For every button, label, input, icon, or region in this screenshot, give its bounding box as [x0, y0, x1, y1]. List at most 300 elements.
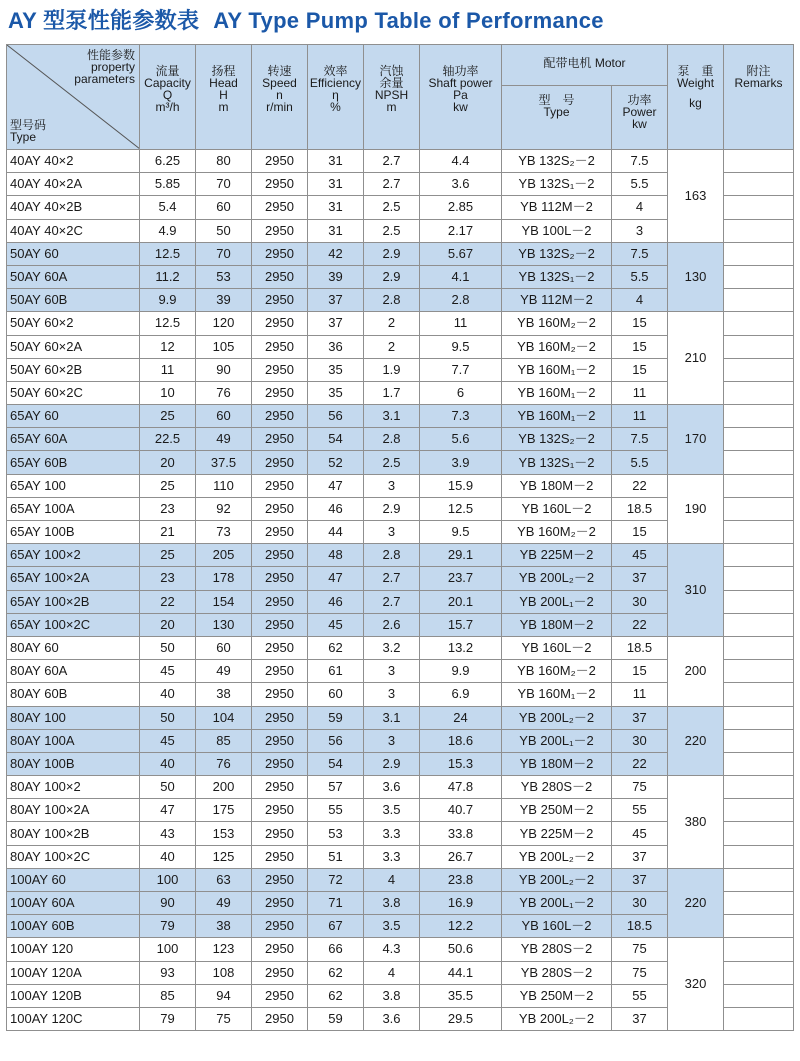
shaft-power-cell: 12.2	[420, 915, 502, 938]
pump-type-cell: 100AY 60	[7, 868, 140, 891]
motor-power-cell: 75	[612, 938, 668, 961]
table-row	[7, 150, 794, 173]
motor-type-cell: YB 112M－2	[502, 196, 612, 219]
weight-cell: 310	[668, 544, 724, 637]
shaft-power-cell: 5.6	[420, 428, 502, 451]
motor-type-cell: YB 132S₂－2	[502, 150, 612, 173]
motor-power-cell: 15	[612, 521, 668, 544]
motor-type-cell: YB 160M₂－2	[502, 335, 612, 358]
capacity-cell: 50	[140, 776, 196, 799]
shaft-power-cell: 12.5	[420, 497, 502, 520]
motor-power-cell: 75	[612, 776, 668, 799]
capacity-cell: 90	[140, 892, 196, 915]
remarks-cell	[724, 312, 794, 335]
pump-type-cell: 100AY 120C	[7, 1007, 140, 1030]
pump-type-cell: 50AY 60B	[7, 289, 140, 312]
capacity-cell: 12.5	[140, 312, 196, 335]
pump-type-cell: 80AY 100×2	[7, 776, 140, 799]
capacity-cell: 20	[140, 613, 196, 636]
remarks-cell	[724, 242, 794, 265]
speed-cell: 2950	[252, 381, 308, 404]
remarks-cell	[724, 845, 794, 868]
motor-type-cell: YB 160M₁－2	[502, 358, 612, 381]
motor-power-cell: 15	[612, 358, 668, 381]
capacity-cell: 93	[140, 961, 196, 984]
motor-type-cell: YB 100L－2	[502, 219, 612, 242]
remarks-cell	[724, 544, 794, 567]
motor-power-cell: 3	[612, 219, 668, 242]
npsh-cell: 3.6	[364, 1007, 420, 1030]
remarks-cell	[724, 776, 794, 799]
pump-type-cell: 80AY 100×2A	[7, 799, 140, 822]
head-cell: 110	[196, 474, 252, 497]
weight-cell: 320	[668, 938, 724, 1031]
speed-cell: 2950	[252, 1007, 308, 1030]
head-cell: 90	[196, 358, 252, 381]
speed-cell: 2950	[252, 265, 308, 288]
motor-type-cell: YB 180M－2	[502, 613, 612, 636]
weight-cell: 210	[668, 312, 724, 405]
pump-type-cell: 40AY 40×2B	[7, 196, 140, 219]
weight-cell: 130	[668, 242, 724, 312]
npsh-cell: 2.5	[364, 219, 420, 242]
shaft-power-cell: 9.5	[420, 335, 502, 358]
shaft-power-cell: 26.7	[420, 845, 502, 868]
pump-type-cell: 100AY 120A	[7, 961, 140, 984]
efficiency-cell: 37	[308, 312, 364, 335]
motor-type-cell: YB 132S₂－2	[502, 428, 612, 451]
npsh-cell: 3	[364, 660, 420, 683]
head-cell: 60	[196, 196, 252, 219]
speed-cell: 2950	[252, 938, 308, 961]
remarks-cell	[724, 474, 794, 497]
capacity-cell: 20	[140, 451, 196, 474]
capacity-cell: 23	[140, 567, 196, 590]
npsh-cell: 2.9	[364, 752, 420, 775]
head-cell: 37.5	[196, 451, 252, 474]
efficiency-cell: 31	[308, 150, 364, 173]
efficiency-cell: 62	[308, 636, 364, 659]
speed-cell: 2950	[252, 776, 308, 799]
head-cell: 70	[196, 173, 252, 196]
speed-cell: 2950	[252, 636, 308, 659]
head-cell: 76	[196, 752, 252, 775]
pump-type-cell: 80AY 60	[7, 636, 140, 659]
shaft-power-cell: 15.9	[420, 474, 502, 497]
shaft-power-header: 轴功率 Shaft power Pa kw	[420, 45, 502, 150]
npsh-cell: 2.9	[364, 242, 420, 265]
remarks-cell	[724, 984, 794, 1007]
pump-type-cell: 80AY 100	[7, 706, 140, 729]
head-cell: 105	[196, 335, 252, 358]
motor-power-cell: 5.5	[612, 173, 668, 196]
pump-type-cell: 65AY 60A	[7, 428, 140, 451]
head-cell: 123	[196, 938, 252, 961]
efficiency-cell: 59	[308, 1007, 364, 1030]
motor-type-header: 型 号 Type	[502, 86, 612, 150]
efficiency-cell: 36	[308, 335, 364, 358]
pump-type-cell: 40AY 40×2A	[7, 173, 140, 196]
npsh-cell: 2.9	[364, 497, 420, 520]
speed-cell: 2950	[252, 567, 308, 590]
remarks-cell	[724, 428, 794, 451]
efficiency-cell: 56	[308, 729, 364, 752]
efficiency-cell: 46	[308, 497, 364, 520]
speed-cell: 2950	[252, 984, 308, 1007]
npsh-cell: 1.9	[364, 358, 420, 381]
head-cell: 94	[196, 984, 252, 1007]
remarks-cell	[724, 381, 794, 404]
pump-type-cell: 65AY 60B	[7, 451, 140, 474]
performance-table	[6, 44, 794, 1031]
shaft-power-cell: 2.8	[420, 289, 502, 312]
motor-type-cell: YB 225M－2	[502, 822, 612, 845]
motor-power-cell: 22	[612, 613, 668, 636]
pump-type-cell: 50AY 60×2C	[7, 381, 140, 404]
head-cell: 63	[196, 868, 252, 891]
npsh-cell: 3.5	[364, 799, 420, 822]
shaft-power-cell: 3.6	[420, 173, 502, 196]
npsh-cell: 3	[364, 474, 420, 497]
capacity-cell: 12	[140, 335, 196, 358]
npsh-cell: 2.8	[364, 428, 420, 451]
npsh-cell: 3.3	[364, 822, 420, 845]
efficiency-cell: 57	[308, 776, 364, 799]
shaft-power-cell: 9.9	[420, 660, 502, 683]
pump-type-cell: 80AY 60A	[7, 660, 140, 683]
motor-type-cell: YB 180M－2	[502, 752, 612, 775]
npsh-cell: 2.7	[364, 590, 420, 613]
shaft-power-cell: 23.7	[420, 567, 502, 590]
speed-cell: 2950	[252, 660, 308, 683]
shaft-power-cell: 16.9	[420, 892, 502, 915]
pump-type-cell: 65AY 100B	[7, 521, 140, 544]
head-cell: 85	[196, 729, 252, 752]
weight-cell: 190	[668, 474, 724, 544]
motor-type-cell: YB 250M－2	[502, 799, 612, 822]
speed-cell: 2950	[252, 544, 308, 567]
pump-type-cell: 65AY 100×2A	[7, 567, 140, 590]
remarks-cell	[724, 497, 794, 520]
efficiency-cell: 51	[308, 845, 364, 868]
speed-cell: 2950	[252, 961, 308, 984]
motor-power-cell: 18.5	[612, 636, 668, 659]
speed-cell: 2950	[252, 683, 308, 706]
npsh-cell: 3	[364, 521, 420, 544]
table-row	[7, 636, 794, 659]
shaft-power-cell: 11	[420, 312, 502, 335]
capacity-cell: 9.9	[140, 289, 196, 312]
capacity-cell: 43	[140, 822, 196, 845]
shaft-power-cell: 6.9	[420, 683, 502, 706]
head-cell: 75	[196, 1007, 252, 1030]
motor-power-cell: 15	[612, 335, 668, 358]
shaft-power-cell: 33.8	[420, 822, 502, 845]
pump-type-cell: 80AY 100×2B	[7, 822, 140, 845]
speed-cell: 2950	[252, 150, 308, 173]
head-cell: 49	[196, 660, 252, 683]
speed-header: 转速 Speed n r/min	[252, 45, 308, 150]
capacity-cell: 5.85	[140, 173, 196, 196]
capacity-cell: 25	[140, 474, 196, 497]
remarks-cell	[724, 173, 794, 196]
npsh-cell: 3.2	[364, 636, 420, 659]
motor-power-cell: 7.5	[612, 428, 668, 451]
speed-cell: 2950	[252, 173, 308, 196]
remarks-cell	[724, 613, 794, 636]
capacity-cell: 22	[140, 590, 196, 613]
shaft-power-cell: 15.3	[420, 752, 502, 775]
shaft-power-cell: 15.7	[420, 613, 502, 636]
motor-type-cell: YB 180M－2	[502, 474, 612, 497]
capacity-cell: 40	[140, 752, 196, 775]
head-cell: 104	[196, 706, 252, 729]
table-row	[7, 868, 794, 891]
speed-cell: 2950	[252, 497, 308, 520]
head-header: 扬程 Head H m	[196, 45, 252, 150]
pump-type-cell: 100AY 60B	[7, 915, 140, 938]
remarks-cell	[724, 405, 794, 428]
capacity-cell: 25	[140, 405, 196, 428]
head-cell: 120	[196, 312, 252, 335]
motor-power-cell: 45	[612, 822, 668, 845]
motor-power-cell: 37	[612, 706, 668, 729]
head-cell: 73	[196, 521, 252, 544]
pump-type-cell: 65AY 100×2C	[7, 613, 140, 636]
head-cell: 38	[196, 683, 252, 706]
speed-cell: 2950	[252, 590, 308, 613]
motor-type-cell: YB 132S₂－2	[502, 242, 612, 265]
npsh-cell: 1.7	[364, 381, 420, 404]
motor-power-cell: 75	[612, 961, 668, 984]
remarks-cell	[724, 752, 794, 775]
efficiency-cell: 71	[308, 892, 364, 915]
weight-cell: 220	[668, 706, 724, 776]
head-cell: 39	[196, 289, 252, 312]
npsh-cell: 2.5	[364, 451, 420, 474]
motor-type-cell: YB 200L₂－2	[502, 868, 612, 891]
motor-power-cell: 7.5	[612, 242, 668, 265]
efficiency-cell: 62	[308, 961, 364, 984]
shaft-power-cell: 7.7	[420, 358, 502, 381]
speed-cell: 2950	[252, 521, 308, 544]
capacity-cell: 79	[140, 1007, 196, 1030]
npsh-cell: 4.3	[364, 938, 420, 961]
table-row	[7, 242, 794, 265]
remarks-cell	[724, 521, 794, 544]
motor-power-cell: 7.5	[612, 150, 668, 173]
motor-type-cell: YB 200L₁－2	[502, 892, 612, 915]
shaft-power-cell: 2.85	[420, 196, 502, 219]
shaft-power-cell: 4.1	[420, 265, 502, 288]
capacity-cell: 11	[140, 358, 196, 381]
remarks-cell	[724, 1007, 794, 1030]
motor-type-cell: YB 160M₁－2	[502, 405, 612, 428]
motor-power-cell: 5.5	[612, 451, 668, 474]
motor-power-cell: 18.5	[612, 915, 668, 938]
remarks-cell	[724, 219, 794, 242]
motor-type-cell: YB 200L₂－2	[502, 567, 612, 590]
head-cell: 76	[196, 381, 252, 404]
npsh-cell: 3	[364, 729, 420, 752]
motor-type-cell: YB 160M₂－2	[502, 660, 612, 683]
remarks-cell	[724, 729, 794, 752]
npsh-cell: 2.8	[364, 289, 420, 312]
pump-type-cell: 65AY 100×2	[7, 544, 140, 567]
capacity-cell: 6.25	[140, 150, 196, 173]
table-row	[7, 405, 794, 428]
efficiency-cell: 44	[308, 521, 364, 544]
shaft-power-cell: 44.1	[420, 961, 502, 984]
weight-cell: 163	[668, 150, 724, 243]
head-cell: 60	[196, 636, 252, 659]
speed-cell: 2950	[252, 289, 308, 312]
shaft-power-cell: 29.5	[420, 1007, 502, 1030]
head-cell: 130	[196, 613, 252, 636]
motor-power-cell: 37	[612, 868, 668, 891]
efficiency-cell: 48	[308, 544, 364, 567]
shaft-power-cell: 35.5	[420, 984, 502, 1007]
speed-cell: 2950	[252, 428, 308, 451]
efficiency-cell: 60	[308, 683, 364, 706]
motor-type-cell: YB 112M－2	[502, 289, 612, 312]
npsh-cell: 2.8	[364, 544, 420, 567]
remarks-cell	[724, 335, 794, 358]
pump-type-cell: 50AY 60	[7, 242, 140, 265]
npsh-cell: 3	[364, 683, 420, 706]
motor-power-cell: 4	[612, 196, 668, 219]
pump-type-cell: 100AY 120B	[7, 984, 140, 1007]
remarks-cell	[724, 636, 794, 659]
motor-type-cell: YB 160M₂－2	[502, 521, 612, 544]
shaft-power-cell: 50.6	[420, 938, 502, 961]
motor-type-cell: YB 160M₁－2	[502, 683, 612, 706]
speed-cell: 2950	[252, 219, 308, 242]
npsh-cell: 3.8	[364, 892, 420, 915]
speed-cell: 2950	[252, 474, 308, 497]
head-cell: 154	[196, 590, 252, 613]
capacity-cell: 50	[140, 706, 196, 729]
capacity-cell: 45	[140, 660, 196, 683]
pump-type-cell: 40AY 40×2	[7, 150, 140, 173]
head-cell: 92	[196, 497, 252, 520]
table-row	[7, 706, 794, 729]
remarks-cell	[724, 799, 794, 822]
efficiency-cell: 54	[308, 428, 364, 451]
motor-type-cell: YB 160L－2	[502, 915, 612, 938]
head-cell: 175	[196, 799, 252, 822]
capacity-cell: 10	[140, 381, 196, 404]
npsh-cell: 2.7	[364, 173, 420, 196]
weight-cell: 200	[668, 636, 724, 706]
motor-type-cell: YB 160L－2	[502, 636, 612, 659]
npsh-cell: 4	[364, 868, 420, 891]
remarks-cell	[724, 938, 794, 961]
remarks-cell	[724, 196, 794, 219]
head-cell: 53	[196, 265, 252, 288]
shaft-power-cell: 24	[420, 706, 502, 729]
motor-power-cell: 37	[612, 1007, 668, 1030]
shaft-power-cell: 6	[420, 381, 502, 404]
motor-power-cell: 5.5	[612, 265, 668, 288]
pump-type-cell: 50AY 60A	[7, 265, 140, 288]
remarks-cell	[724, 660, 794, 683]
speed-cell: 2950	[252, 706, 308, 729]
shaft-power-cell: 7.3	[420, 405, 502, 428]
remarks-header: 附注 Remarks	[724, 45, 794, 150]
motor-power-cell: 45	[612, 544, 668, 567]
head-cell: 125	[196, 845, 252, 868]
remarks-cell	[724, 590, 794, 613]
shaft-power-cell: 47.8	[420, 776, 502, 799]
weight-cell: 170	[668, 405, 724, 475]
speed-cell: 2950	[252, 242, 308, 265]
type-header	[7, 45, 140, 150]
efficiency-cell: 52	[308, 451, 364, 474]
capacity-cell: 40	[140, 683, 196, 706]
remarks-cell	[724, 358, 794, 381]
motor-power-cell: 11	[612, 381, 668, 404]
weight-cell: 380	[668, 776, 724, 869]
motor-power-cell: 55	[612, 984, 668, 1007]
remarks-cell	[724, 265, 794, 288]
remarks-cell	[724, 915, 794, 938]
motor-type-cell: YB 280S－2	[502, 776, 612, 799]
efficiency-cell: 55	[308, 799, 364, 822]
remarks-cell	[724, 892, 794, 915]
capacity-cell: 22.5	[140, 428, 196, 451]
table-row	[7, 312, 794, 335]
motor-power-cell: 30	[612, 590, 668, 613]
efficiency-cell: 47	[308, 474, 364, 497]
head-cell: 70	[196, 242, 252, 265]
table-row	[7, 776, 794, 799]
capacity-cell: 11.2	[140, 265, 196, 288]
head-cell: 49	[196, 428, 252, 451]
efficiency-cell: 59	[308, 706, 364, 729]
shaft-power-cell: 5.67	[420, 242, 502, 265]
shaft-power-cell: 13.2	[420, 636, 502, 659]
head-cell: 108	[196, 961, 252, 984]
efficiency-cell: 46	[308, 590, 364, 613]
efficiency-cell: 35	[308, 381, 364, 404]
head-cell: 38	[196, 915, 252, 938]
speed-cell: 2950	[252, 729, 308, 752]
efficiency-cell: 37	[308, 289, 364, 312]
efficiency-cell: 72	[308, 868, 364, 891]
pump-type-cell: 80AY 60B	[7, 683, 140, 706]
shaft-power-cell: 3.9	[420, 451, 502, 474]
efficiency-cell: 42	[308, 242, 364, 265]
motor-power-cell: 30	[612, 729, 668, 752]
shaft-power-cell: 4.4	[420, 150, 502, 173]
head-cell: 60	[196, 405, 252, 428]
npsh-cell: 3.5	[364, 915, 420, 938]
npsh-cell: 2.7	[364, 150, 420, 173]
title-en: AY Type Pump Table of Performance	[213, 8, 604, 33]
npsh-cell: 3.1	[364, 405, 420, 428]
speed-cell: 2950	[252, 613, 308, 636]
remarks-cell	[724, 822, 794, 845]
efficiency-cell: 39	[308, 265, 364, 288]
page-title	[8, 4, 618, 38]
shaft-power-cell: 9.5	[420, 521, 502, 544]
npsh-cell: 2	[364, 312, 420, 335]
table-row	[7, 544, 794, 567]
title-cn: AY 型泵性能参数表	[8, 8, 200, 33]
capacity-cell: 4.9	[140, 219, 196, 242]
motor-type-cell: YB 160M₂－2	[502, 312, 612, 335]
